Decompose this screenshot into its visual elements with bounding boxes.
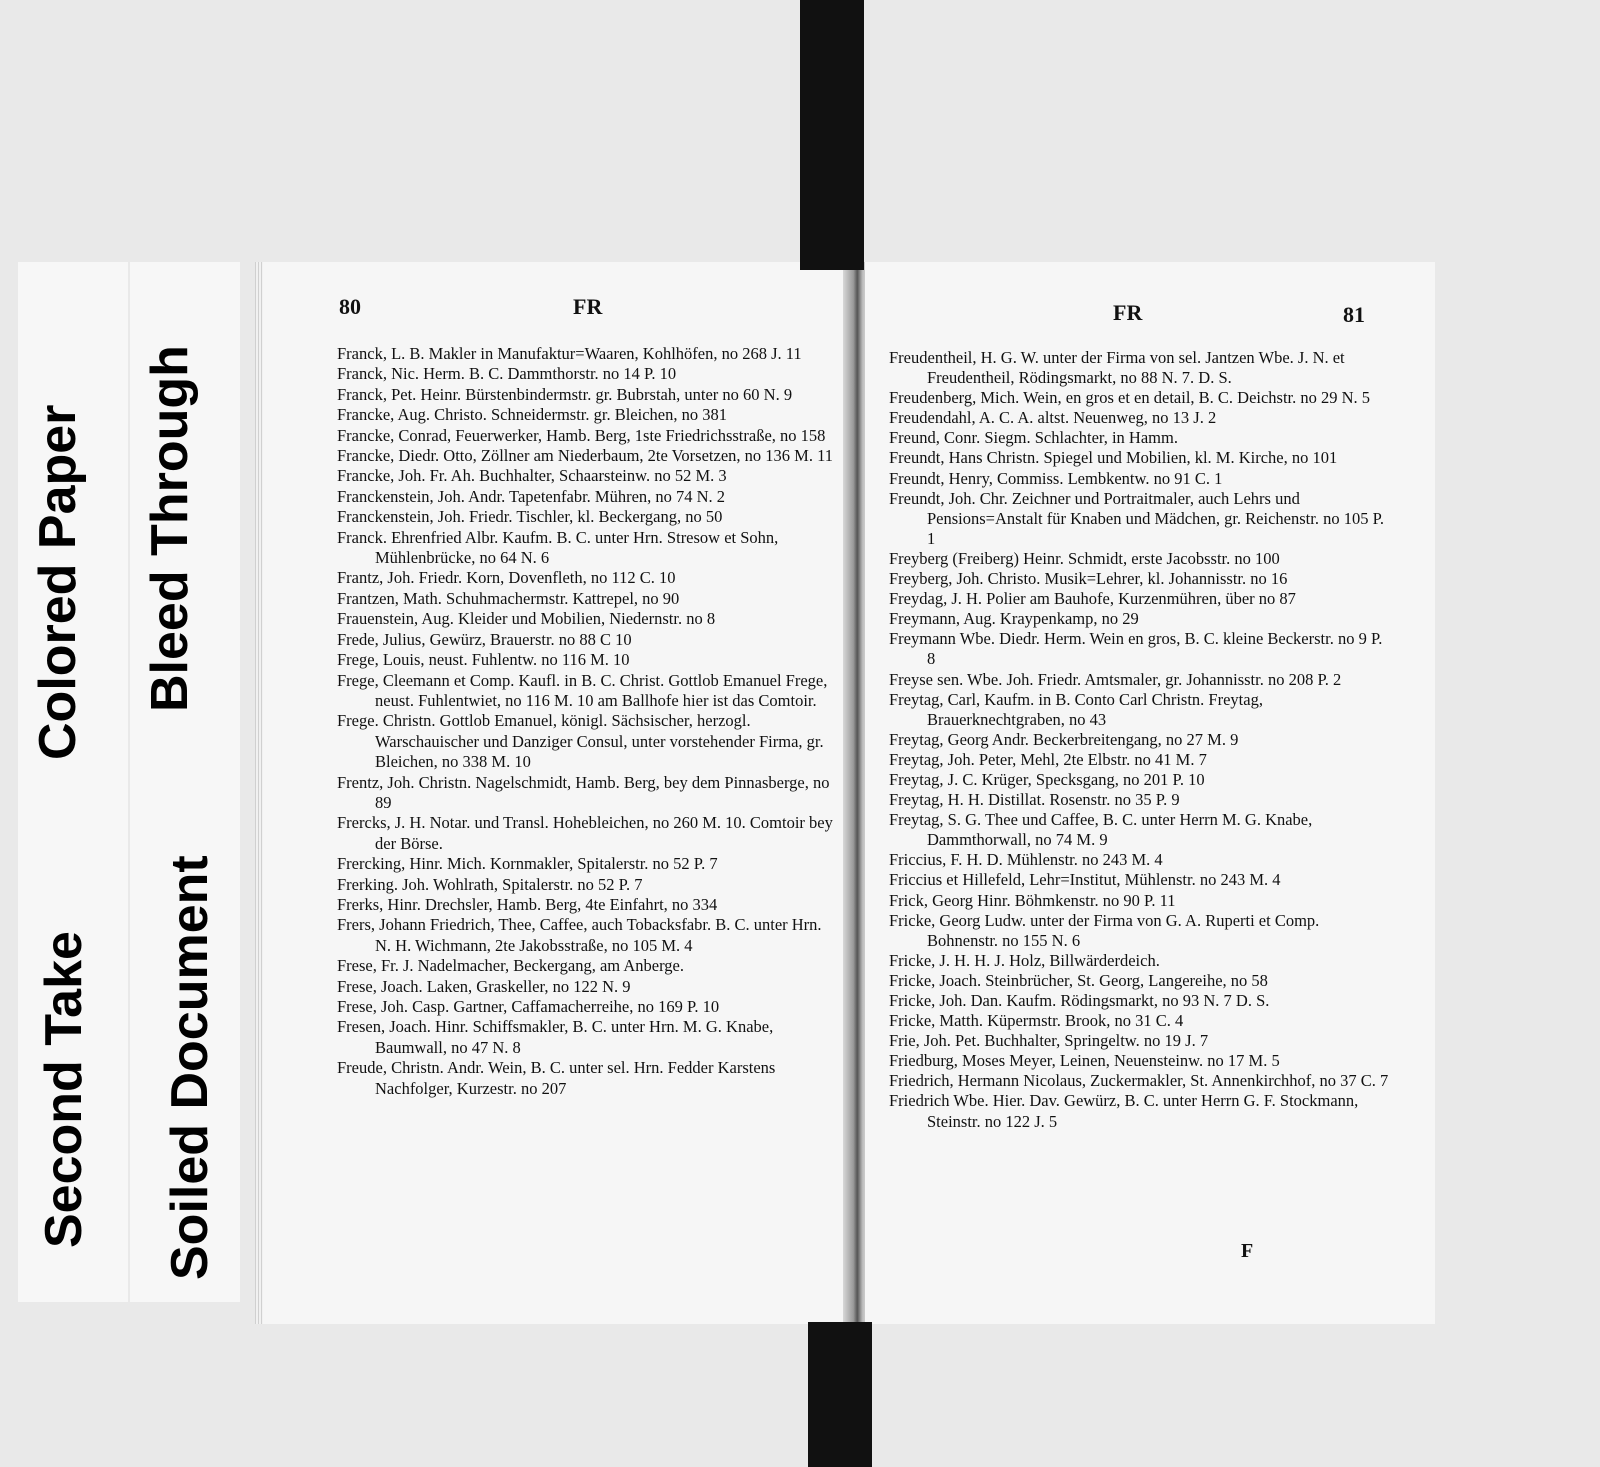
- directory-entry: Frantzen, Math. Schuhmachermstr. Kattrepel, no 90: [337, 588, 680, 608]
- directory-entry: Frede, Julius, Gewürz, Brauerstr. no 88 C 10: [337, 629, 632, 649]
- directory-entry: Freundt, Joh. Chr. Zeichner und Portraitmaler, auch Lehrs und Pensions=Anstalt für Knaben und Mädchen, gr. Reichenstr. no 105 P. 1: [889, 488, 1385, 548]
- directory-entry: Frauenstein, Aug. Kleider und Mobilien, Niedernstr. no 8: [337, 609, 716, 629]
- directory-entry: Frerking. Joh. Wohlrath, Spitalerstr. no 52 P. 7: [337, 874, 643, 894]
- right-page-number: 81: [1343, 302, 1365, 327]
- directory-entry: Freytag, Georg Andr. Beckerbreitengang, no 27 M. 9: [889, 729, 1239, 749]
- directory-entry: Freytag, Carl, Kaufm. in B. Conto Carl Christn. Freytag, Brauerknechtgraben, no 43: [889, 689, 1263, 729]
- directory-entry: Frick, Georg Hinr. Böhmkenstr. no 90 P. 11: [889, 890, 1176, 910]
- directory-entry: Franck. Ehrenfried Albr. Kaufm. B. C. unter Hrn. Stresow et Sohn, Mühlenbrücke, no 64 N. 6: [337, 527, 779, 568]
- directory-entry: Francke, Diedr. Otto, Zöllner am Niederbaum, 2te Vorsetzen, no 136 M. 11: [337, 446, 833, 466]
- directory-entry: Frie, Joh. Pet. Buchhalter, Springeltw. no 19 J. 7: [889, 1031, 1209, 1051]
- directory-entry: Fricke, Georg Ludw. unter der Firma von G. A. Ruperti et Comp. Bohnenstr. no 155 N. 6: [889, 910, 1320, 950]
- label-bleed-through: Bleed Through: [141, 345, 199, 712]
- directory-entry: Franck, L. B. Makler in Manufaktur=Waaren, Kohlhöfen, no 268 J. 11: [337, 344, 802, 363]
- directory-entry: Frese, Joh. Casp. Gartner, Caffamacherreihe, no 169 P. 10: [337, 997, 720, 1016]
- directory-entry: Freundt, Hans Christn. Spiegel und Mobilien, kl. M. Kirche, no 101: [889, 448, 1338, 468]
- right-entry-list: [889, 348, 1389, 1132]
- left-page-number: 80: [339, 294, 361, 319]
- directory-entry: Freudendahl, A. C. A. altst. Neuenweg, no 13 J. 2: [889, 408, 1217, 428]
- directory-entry: Franck, Pet. Heinr. Bürstenbindermstr. gr. Bubrstah, unter no 60 N. 9: [337, 384, 793, 404]
- directory-entry: Francke, Joh. Fr. Ah. Buchhalter, Schaarsteinw. no 52 M. 3: [337, 466, 727, 486]
- directory-entry: Frege, Louis, neust. Fuhlentw. no 116 M. 10: [337, 650, 630, 670]
- directory-entry: Freyberg, Joh. Christo. Musik=Lehrer, kl. Johannisstr. no 16: [889, 569, 1288, 589]
- directory-entry: Friedrich Wbe. Hier. Dav. Gewürz, B. C. unter Herrn G. F. Stockmann, Steinstr. no 122 J. 5: [889, 1091, 1359, 1131]
- directory-entry: Fricke, Joh. Dan. Kaufm. Rödingsmarkt, no 93 N. 7 D. S.: [889, 991, 1270, 1010]
- directory-entry: Frercking, Hinr. Mich. Kornmakler, Spitalerstr. no 52 P. 7: [337, 854, 718, 874]
- directory-entry: Franckenstein, Joh. Friedr. Tischler, kl. Beckergang, no 50: [337, 507, 723, 527]
- directory-entry: Friccius, F. H. D. Mühlenstr. no 243 M. 4: [889, 850, 1163, 870]
- directory-entry: Frercks, J. H. Notar. und Transl. Hohebleichen, no 260 M. 10. Comtoir bey der Börse.: [337, 813, 833, 853]
- catchword: F: [1241, 1240, 1254, 1262]
- directory-entry: Frese, Joach. Laken, Graskeller, no 122 N. 9: [337, 976, 631, 996]
- left-entry-list: [337, 344, 837, 1099]
- directory-entry: Freymann, Aug. Kraypenkamp, no 29: [889, 609, 1139, 629]
- directory-entry: Freymann Wbe. Diedr. Herm. Wein en gros, B. C. kleine Beckerstr. no 9 P. 8: [889, 629, 1383, 669]
- directory-entry: Friedrich, Hermann Nicolaus, Zuckermakler, St. Annenkirchhof, no 37 C. 7: [889, 1071, 1389, 1091]
- directory-entry: Freytag, S. G. Thee und Caffee, B. C. unter Herrn M. G. Knabe, Dammthorwall, no 74 M. 9: [889, 810, 1313, 850]
- directory-entry: Franck, Nic. Herm. B. C. Dammthorstr. no 14 P. 10: [337, 364, 677, 384]
- directory-entry: Freudenberg, Mich. Wein, en gros et en detail, B. C. Deichstr. no 29 N. 5: [889, 388, 1371, 408]
- directory-entry: Freytag, Joh. Peter, Mehl, 2te Elbstr. no 41 M. 7: [889, 749, 1207, 769]
- directory-entry: Frege. Christn. Gottlob Emanuel, königl. Sächsischer, herzogl. Warschauischer und Danziger Consul, unter vorstehender Firma, gr. Bleichen, no 338 M. 10: [337, 711, 824, 772]
- binder-clip-top: [800, 0, 864, 270]
- directory-entry: Freytag, H. H. Distillat. Rosenstr. no 35 P. 9: [889, 790, 1180, 810]
- page-edge: [255, 262, 263, 1324]
- directory-entry: Frerks, Hinr. Drechsler, Hamb. Berg, 4te Einfahrt, no 334: [337, 894, 718, 914]
- directory-entry: Fricke, Joach. Steinbrücher, St. Georg, Langereihe, no 58: [889, 970, 1268, 990]
- label-soiled-document: Soiled Document: [161, 855, 219, 1280]
- directory-entry: Fresen, Joach. Hinr. Schiffsmakler, B. C. unter Hrn. M. G. Knabe, Baumwall, no 47 N. 8: [337, 1017, 774, 1057]
- right-page: [865, 262, 1435, 1324]
- directory-entry: Friccius et Hillefeld, Lehr=Institut, Mühlenstr. no 243 M. 4: [889, 870, 1281, 890]
- directory-entry: Freyberg (Freiberg) Heinr. Schmidt, erste Jacobsstr. no 100: [889, 548, 1280, 568]
- directory-entry: Fricke, Matth. Küpermstr. Brook, no 31 C. 4: [889, 1011, 1184, 1031]
- directory-entry: Frantz, Joh. Friedr. Korn, Dovenfleth, no 112 C. 10: [337, 568, 676, 588]
- directory-entry: Frege, Cleemann et Comp. Kaufl. in B. C. Christ. Gottlob Emanuel Frege, neust. Fuhlentwiet, no 116 M. 10 am Ballhofe hier ist das Comtoir.: [337, 670, 828, 710]
- directory-entry: Fricke, J. H. H. J. Holz, Billwärderdeich.: [889, 950, 1160, 970]
- directory-entry: Freundt, Henry, Commiss. Lembkentw. no 91 C. 1: [889, 468, 1223, 488]
- left-page-header: FR: [573, 294, 603, 319]
- directory-entry: Freyse sen. Wbe. Joh. Friedr. Amtsmaler, gr. Johannisstr. no 208 P. 2: [889, 669, 1342, 689]
- directory-entry: Freudentheil, H. G. W. unter der Firma von sel. Jantzen Wbe. J. N. et Freudentheil, Rödingsmarkt, no 88 N. 7. D. S.: [889, 348, 1345, 388]
- label-colored-paper: Colored Paper: [29, 404, 87, 760]
- left-page: [255, 262, 855, 1324]
- label-second-take: Second Take: [35, 931, 93, 1248]
- directory-entry: Friedburg, Moses Meyer, Leinen, Neuensteinw. no 17 M. 5: [889, 1051, 1280, 1071]
- binder-clip-bottom: [808, 1322, 872, 1467]
- directory-entry: Freude, Christn. Andr. Wein, B. C. unter sel. Hrn. Fedder Karstens Nachfolger, Kurzestr. no 207: [337, 1058, 776, 1098]
- directory-entry: Frentz, Joh. Christn. Nagelschmidt, Hamb. Berg, bey dem Pinnasberge, no 89: [337, 772, 830, 812]
- directory-entry: Frese, Fr. J. Nadelmacher, Beckergang, am Anberge.: [337, 956, 684, 976]
- book-spread: [255, 262, 1435, 1324]
- directory-entry: Frers, Johann Friedrich, Thee, Caffee, auch Tobacksfabr. B. C. unter Hrn. N. H. Wichmann, 2te Jakobsstraße, no 105 M. 4: [337, 915, 822, 955]
- directory-entry: Freytag, J. C. Krüger, Specksgang, no 201 P. 10: [889, 769, 1205, 789]
- directory-entry: Francke, Conrad, Feuerwerker, Hamb. Berg, 1ste Friedrichsstraße, no 158: [337, 425, 826, 445]
- directory-entry: Freydag, J. H. Polier am Bauhofe, Kurzenmühren, über no 87: [889, 589, 1296, 609]
- directory-entry: Freund, Conr. Siegm. Schlachter, in Hamm.: [889, 428, 1178, 448]
- directory-entry: Francke, Aug. Christo. Schneidermstr. gr. Bleichen, no 381: [337, 405, 727, 425]
- directory-entry: Franckenstein, Joh. Andr. Tapetenfabr. Mühren, no 74 N. 2: [337, 486, 726, 506]
- right-page-header: FR: [1113, 300, 1143, 325]
